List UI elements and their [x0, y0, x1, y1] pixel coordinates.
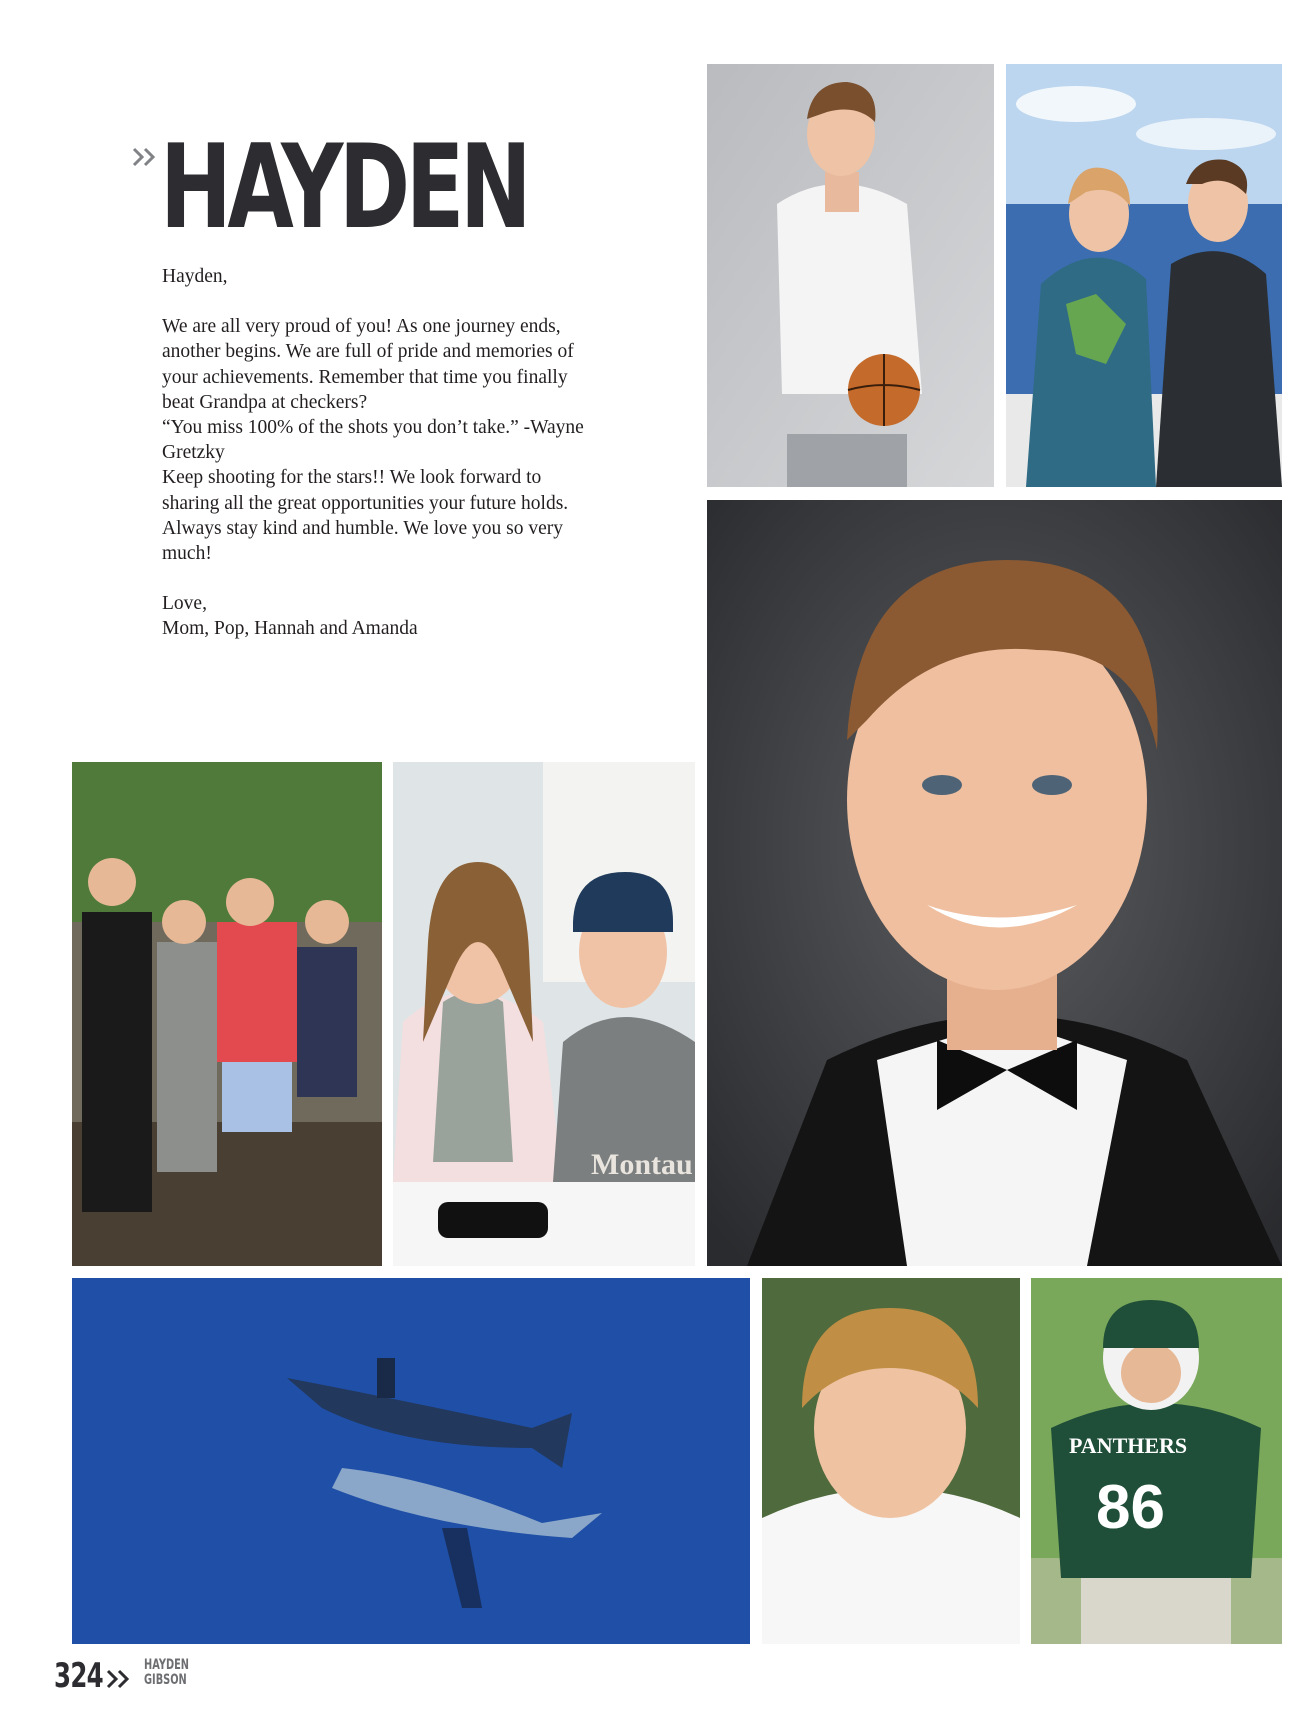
footer-last-name: GIBSON: [144, 1672, 187, 1688]
photo-couple-restaurant: [393, 762, 695, 1266]
photo-diving-couple: [1006, 64, 1282, 487]
photo-dolphins-underwater: [72, 1278, 750, 1644]
letter-closing: Love,: [162, 593, 207, 615]
footer-name: [144, 1658, 189, 1688]
letter-salutation: Hayden,: [162, 266, 228, 287]
footer-first-name: HAYDEN: [144, 1657, 189, 1673]
page-number: 324: [54, 1656, 103, 1696]
photo-tuxedo-portrait: [707, 500, 1282, 1266]
letter-line: another begins. We are full of pride and memories of: [162, 341, 574, 363]
letter-line: much!: [162, 543, 212, 565]
letter-line: Gretzky: [162, 442, 225, 464]
letter-text: [162, 264, 622, 642]
sweatshirt-text: Montau: [591, 1148, 693, 1181]
photo-childhood-portrait: [762, 1278, 1020, 1644]
letter-line: beat Grandpa at checkers?: [162, 391, 368, 413]
letter-line: Always stay kind and humble. We love you so very: [162, 517, 564, 539]
jersey-team-text: PANTHERS: [1069, 1433, 1188, 1458]
page-title: HAYDEN: [160, 120, 528, 255]
letter-line: sharing all the great opportunities your future holds.: [162, 492, 569, 514]
photo-family-group: [72, 762, 382, 1266]
double-chevron-icon: [106, 1668, 138, 1690]
letter-line: We are all very proud of you! As one journey ends,: [162, 316, 561, 338]
letter-line: Keep shooting for the stars!! We look forward to: [162, 467, 542, 489]
photo-basketball-portrait: [707, 64, 994, 487]
photo-youth-football: [1031, 1278, 1282, 1644]
letter-signature: Mom, Pop, Hannah and Amanda: [162, 618, 418, 640]
letter-line: “You miss 100% of the shots you don’t take.” -Wayne: [162, 417, 584, 439]
jersey-number-text: 86: [1096, 1473, 1165, 1542]
letter-line: your achievements. Remember that time you finally: [162, 366, 568, 388]
